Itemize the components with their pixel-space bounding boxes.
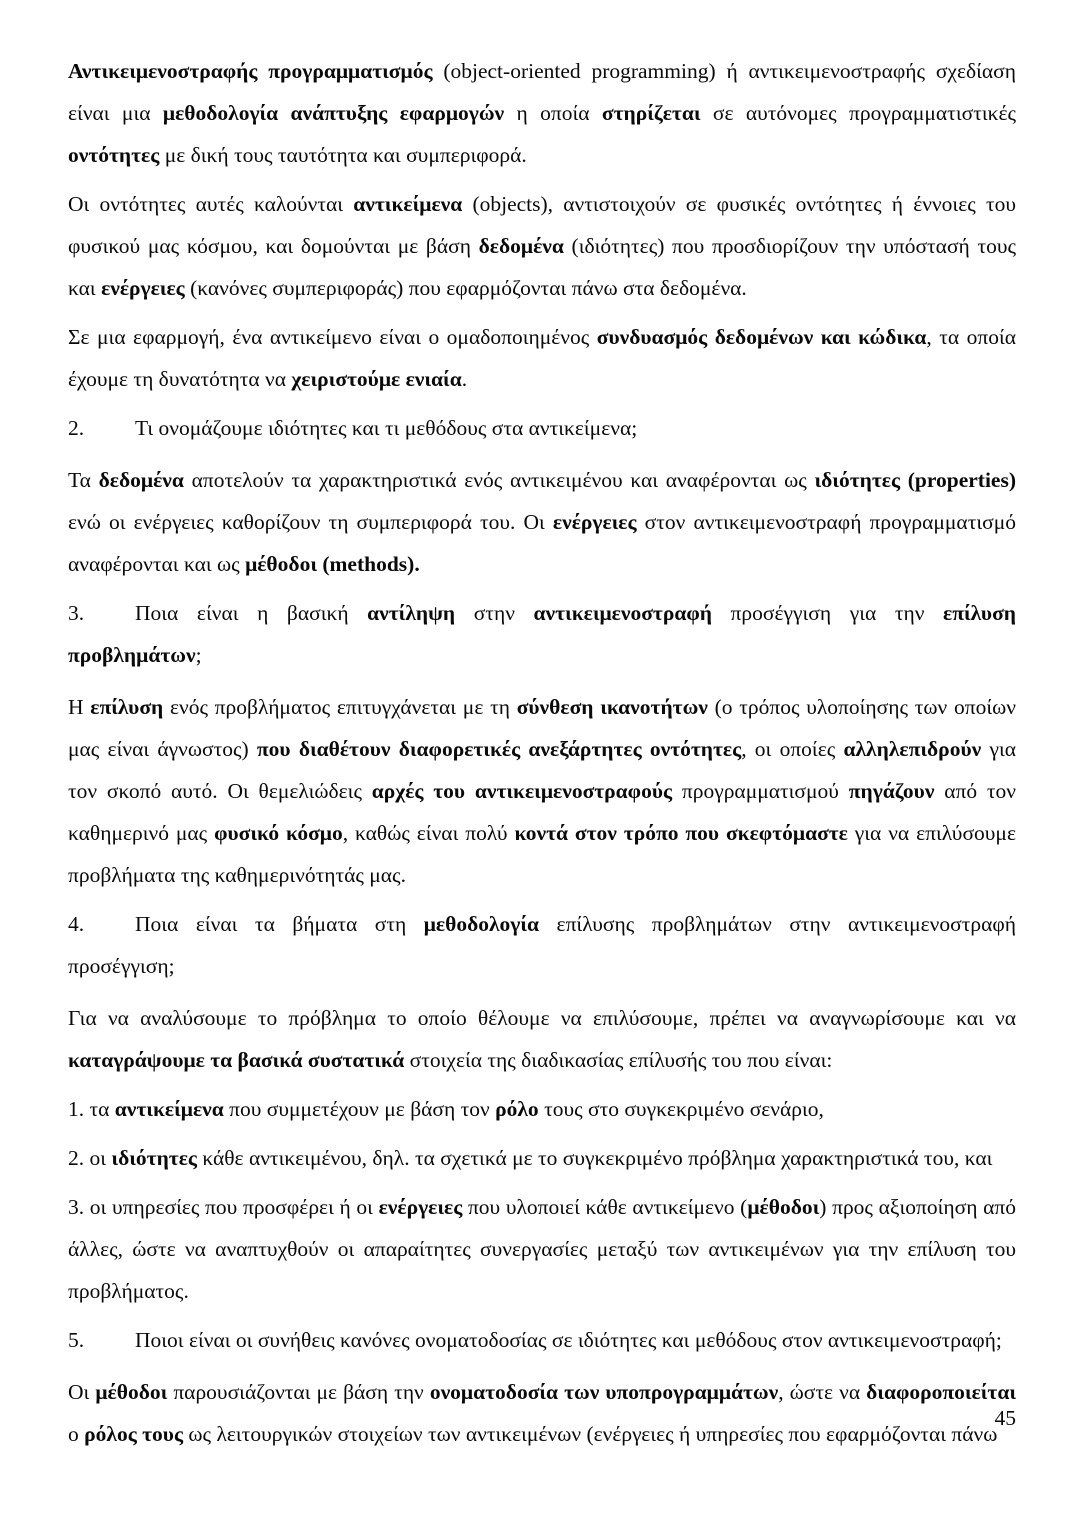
text-run: , ώστε να <box>778 1380 867 1404</box>
text-run: (ιδιότητες) που προσδιορίζουν την υπόστασή τους και <box>68 234 1016 300</box>
text-run: με δική τους ταυτότητα και συμπεριφορά. <box>159 143 527 167</box>
bold-text-run: επίλυση προβλημάτων <box>68 601 1016 667</box>
bold-text-run: οντότητες <box>68 143 160 167</box>
text-run: (κανόνες συμπεριφοράς) που εφαρμόζονται πάνω στα δεδομένα. <box>184 276 747 300</box>
bold-text-run: διαφοροποιείται <box>866 1380 1017 1404</box>
text-run: (ο τρόπος υλοποίησης των οποίων μας είναι άγνωστος) <box>68 695 1016 761</box>
list-item <box>68 1186 1016 1312</box>
bold-text-run: αλληλεπιδρούν <box>843 737 982 761</box>
text-run: προγραμματισμού <box>672 779 849 803</box>
text-run: Ποια είναι τα βήματα στη <box>135 912 424 936</box>
bold-text-run: αρχές του αντικειμενοστραφούς <box>371 779 673 803</box>
bold-text-run: στηρίζεται <box>601 101 701 125</box>
bold-text-run: αντίληψη <box>367 601 456 625</box>
text-run: ο <box>68 1422 85 1446</box>
text-run: ενός προβλήματος επιτυγχάνεται με τη <box>163 695 517 719</box>
text-run: που συμμετέχουν με βάση τον <box>223 1097 496 1121</box>
bold-text-run: φυσικό κόσμο <box>214 821 343 845</box>
text-run: Οι οντότητες αυτές καλούνται <box>68 192 354 216</box>
text-run: που υλοποιεί κάθε αντικείμενο ( <box>462 1195 748 1219</box>
document-body <box>68 50 1016 1462</box>
paragraph <box>68 1371 1016 1455</box>
bold-text-run: αντικείμενα <box>114 1097 224 1121</box>
text-run: Οι <box>68 1380 96 1404</box>
bold-text-run: ενέργειες <box>101 276 185 300</box>
text-run: Για να αναλύσουμε το πρόβλημα το οποίο θέλουμε να επιλύσουμε, πρέπει να αναγνωρίσουμε και να <box>68 1006 1016 1030</box>
text-run: αποτελούν τα χαρακτηριστικά ενός αντικειμένου και αναφέρονται ως <box>183 468 815 492</box>
bold-text-run: σύνθεση ικανοτήτων <box>516 695 708 719</box>
text-run: ) προς αξιοποίηση από άλλες, ώστε να αναπτυχθούν οι απαραίτητες συνεργασίες μεταξύ των αντικειμένων για την επίλυση του προβλήματος. <box>68 1195 1016 1303</box>
bold-text-run: ιδιότητες (properties) <box>814 468 1016 492</box>
text-run: επίλυσης προβλημάτων στην αντικειμενοστραφή προσέγγιση; <box>68 912 1016 978</box>
bold-text-run: μεθοδολογία <box>423 912 540 936</box>
question <box>68 903 1016 987</box>
question <box>68 1319 1016 1361</box>
text-run: στον αντικειμενοστραφή προγραμματισμό αναφέρονται και ως <box>68 510 1016 576</box>
bold-text-run: καταγράψουμε τα βασικά συστατικά <box>68 1048 405 1072</box>
paragraph <box>68 50 1016 176</box>
text-run: Σε μια εφαρμογή, ένα αντικείμενο είναι ο ομαδοποιημένος <box>68 325 597 349</box>
bold-text-run: που διαθέτουν διαφορετικές ανεξάρτητες οντότητες <box>256 737 742 761</box>
text-run: τους στο συγκεκριμένο σενάριο, <box>538 1097 824 1121</box>
text-run: προσέγγιση για την <box>711 601 944 625</box>
text-run: (objects), αντιστοιχούν σε φυσικές οντότητες ή έννοιες του φυσικού μας κόσμου, και δομούνται με βάση <box>68 192 1016 258</box>
bold-text-run: κοντά στον τρόπο που σκεφτόμαστε <box>514 821 848 845</box>
question-number: 3. <box>68 601 85 625</box>
paragraph <box>68 997 1016 1081</box>
bold-text-run: ενέργειες <box>378 1195 463 1219</box>
list-item <box>68 1088 1016 1130</box>
text-run: στοιχεία της διαδικασίας επίλυσής του που είναι: <box>404 1048 833 1072</box>
text-run: από τον καθημερινό μας <box>68 779 1017 845</box>
question-number: 2. <box>68 416 85 440</box>
paragraph <box>68 183 1016 309</box>
text-run: σε αυτόνομες προγραμματιστικές <box>700 101 1016 125</box>
paragraph <box>68 316 1016 400</box>
bold-text-run: χειριστούμε ενιαία <box>291 367 462 391</box>
bold-text-run: επίλυση <box>90 695 164 719</box>
bold-text-run: μέθοδοι (methods). <box>245 552 420 576</box>
text-run: (object-oriented programming) ή αντικειμενοστραφής σχεδίαση είναι μια <box>68 59 1016 125</box>
question-number: 5. <box>68 1328 85 1352</box>
bold-text-run: ρόλος τους <box>84 1422 184 1446</box>
bold-text-run: πηγάζουν <box>848 779 935 803</box>
text-run: 1. τα <box>68 1097 115 1121</box>
text-run: , τα οποία έχουμε τη δυνατότητα να <box>68 325 1017 391</box>
text-run: Ποιοι είναι οι συνήθεις κανόνες ονοματοδοσίας σε ιδιότητες και μεθόδους στον αντικειμενοστραφή; <box>135 1328 1002 1352</box>
text-run: για τον σκοπό αυτό. Οι θεμελιώδεις <box>68 737 1016 803</box>
text-run: παρουσιάζονται με βάση την <box>167 1380 430 1404</box>
page-number: 45 <box>994 1406 1016 1430</box>
text-run: Η <box>68 695 91 719</box>
bold-text-run: συνδυασμός δεδομένων και κώδικα <box>596 325 927 349</box>
text-run: για να επιλύσουμε προβλήματα της καθημερινότητάς μας. <box>68 821 1016 887</box>
text-run: 2. οι <box>68 1146 112 1170</box>
text-run: Ποια είναι η βασική <box>135 601 368 625</box>
bold-text-run: μέθοδοι <box>95 1380 168 1404</box>
bold-text-run: ενέργειες <box>552 510 637 534</box>
bold-text-run: ονοματοδοσία των υποπρογραμμάτων <box>429 1380 779 1404</box>
bold-text-run: δεδομένα <box>98 468 184 492</box>
list-item <box>68 1137 1016 1179</box>
question-number: 4. <box>68 912 85 936</box>
text-run: ; <box>195 643 202 667</box>
question <box>68 592 1016 676</box>
bold-text-run: ρόλο <box>495 1097 539 1121</box>
text-run: , καθώς είναι πολύ <box>342 821 515 845</box>
text-run: ως λειτουργικών στοιχείων των αντικειμένων (ενέργειες ή υπηρεσίες που εφαρμόζονται πάνω <box>183 1422 998 1446</box>
bold-text-run: ιδιότητες <box>111 1146 197 1170</box>
text-run: κάθε αντικειμένου, δηλ. τα σχετικά με το συγκεκριμένο πρόβλημα χαρακτηριστικά του, και <box>196 1146 993 1170</box>
text-run: Τα <box>68 468 99 492</box>
bold-text-run: Αντικειμενοστραφής προγραμματισμός <box>68 59 433 83</box>
paragraph <box>68 686 1016 896</box>
text-run: , οι οποίες <box>741 737 844 761</box>
text-run: . <box>461 367 468 391</box>
bold-text-run: αντικειμενοστραφή <box>533 601 712 625</box>
text-run: στην <box>455 601 534 625</box>
text-run: 3. οι υπηρεσίες που προσφέρει ή οι <box>68 1195 379 1219</box>
bold-text-run: αντικείμενα <box>353 192 463 216</box>
text-run: η οποία <box>504 101 602 125</box>
paragraph <box>68 459 1016 585</box>
bold-text-run: δεδομένα <box>478 234 564 258</box>
text-run: ενώ οι ενέργειες καθορίζουν τη συμπεριφορά του. Οι <box>68 510 553 534</box>
bold-text-run: μεθοδολογία ανάπτυξης εφαρμογών <box>162 101 505 125</box>
question <box>68 407 1016 449</box>
text-run: Τι ονομάζουμε ιδιότητες και τι μεθόδους στα αντικείμενα; <box>135 416 638 440</box>
bold-text-run: μέθοδοι <box>747 1195 820 1219</box>
